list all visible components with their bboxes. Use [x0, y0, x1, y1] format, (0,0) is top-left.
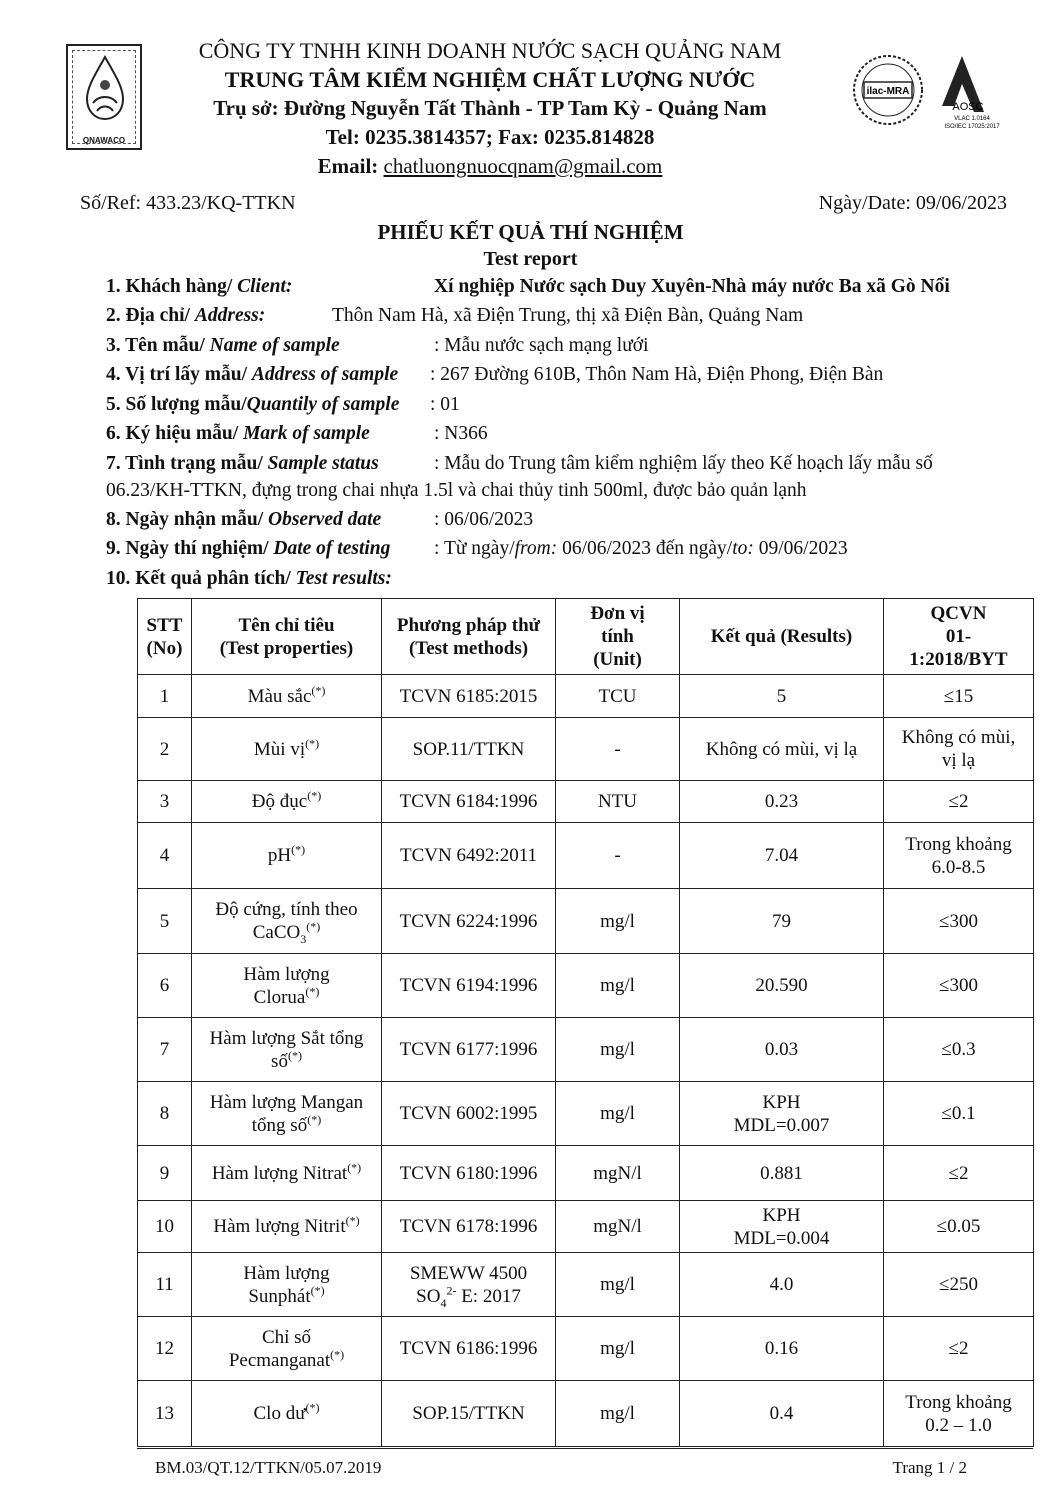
aosc-text: AOSC	[952, 101, 984, 113]
table-row: 3 Độ đục(*) TCVN 6184:1996 NTU 0.23 ≤2	[138, 781, 1034, 823]
info-sample-name: 3. Tên mẫu/ Name of sample : Mẫu nước sạch mạng lưới	[106, 335, 649, 356]
table-row: 8 Hàm lượng Mangan tổng số(*) TCVN 6002:1995 mg/l KPH MDL=0.007 ≤0.1	[138, 1082, 1034, 1146]
table-row: 11 Hàm lượng Sunphát(*) SMEWW 4500 $SO_4^{2-}$ E: 2017 mg/l 4.0 ≤250	[138, 1253, 1034, 1317]
table-row: 5 Độ cứng, tính theo CaCO$_3$(*) TCVN 6224:1996 mg/l 79 ≤300	[138, 889, 1034, 954]
header-property: Tên chỉ tiêu (Test properties)	[192, 599, 382, 675]
status-value: : Mẫu do Trung tâm kiểm nghiệm lấy theo Kế hoạch lấy mẫu số	[434, 453, 933, 474]
ilac-text: ilac-MRA	[866, 86, 910, 97]
info-address: 2. Địa chỉ/ Address: Thôn Nam Hà, xã Điện Trung, thị xã Điện Bàn, Quảng Nam	[106, 305, 804, 326]
quantity-value: : 01	[430, 394, 460, 415]
table-row: 4 pH(*) TCVN 6492:2011 - 7.04 Trong khoảng 6.0-8.5	[138, 823, 1034, 889]
info-testing-date: 9. Ngày thí nghiệm/ Date of testing : Từ ngày/from: 06/06/2023 đến ngày/to: 09/06/2023	[106, 538, 848, 559]
letterhead	[150, 36, 830, 181]
email-label: Email:	[317, 154, 384, 178]
client-label: 1. Khách hàng/	[106, 276, 238, 297]
address-value: Thôn Nam Hà, xã Điện Trung, thị xã Điện Bàn, Quảng Nam	[332, 305, 804, 326]
info-sample-location: 4. Vị trí lấy mẫu/ Address of sample : 267 Đường 610B, Thôn Nam Hà, Điện Phong, Điện Bàn	[106, 364, 884, 385]
header-unit: Đơn vị tính (Unit)	[556, 599, 680, 675]
table-row: 7 Hàm lượng Sắt tổng số(*) TCVN 6177:1996 mg/l 0.03 ≤0.3	[138, 1018, 1034, 1082]
reference-number: Số/Ref: 433.23/KQ-TTKN	[80, 192, 296, 214]
logo-text: QNAWACO	[82, 136, 126, 145]
email-link[interactable]: chatluongnuocqnam@gmail.com	[383, 154, 663, 178]
table-row: 6 Hàm lượng Clorua(*) TCVN 6194:1996 mg/l 20.590 ≤300	[138, 954, 1034, 1018]
vilac-text: VLAC 1.0164	[954, 116, 990, 122]
header-stt: STT (No)	[138, 599, 192, 675]
mark-value: : N366	[434, 423, 488, 444]
table-row: 9 Hàm lượng Nitrat(*) TCVN 6180:1996 mgN/l 0.881 ≤2	[138, 1146, 1034, 1201]
info-status-cont	[106, 480, 807, 502]
water-drop-icon	[73, 51, 137, 131]
iso-text: ISO/IEC 17025:2017	[944, 124, 1000, 130]
company-name: CÔNG TY TNHH KINH DOANH NƯỚC SẠCH QUẢNG NAM	[198, 38, 782, 63]
company-email-line	[150, 152, 830, 181]
page-number: Trang 1 / 2	[892, 1458, 967, 1477]
info-results-heading: 10. Kết quả phân tích/ Test results:	[106, 568, 392, 589]
company-address: Trụ sở: Đường Nguyễn Tất Thành - TP Tam Kỳ - Quảng Nam	[213, 96, 767, 120]
table-row: 2 Mùi vị(*) SOP.11/TTKN - Không có mùi, vị lạ Không có mùi, vị lạ	[138, 718, 1034, 781]
info-received-date: 8. Ngày nhận mẫu/ Observed date : 06/06/2023	[106, 509, 534, 530]
table-row: 12 Chỉ số Pecmanganat(*) TCVN 6186:1996 mg/l 0.16 ≤2	[138, 1317, 1034, 1381]
header-qcvn: QCVN 01- 1:2018/BYT	[884, 599, 1034, 675]
table-row: 1 Màu sắc(*) TCVN 6185:2015 TCU 5 ≤15	[138, 675, 1034, 718]
table-row: 13 Clo dư(*) SOP.15/TTKN mg/l 0.4 Trong khoảng 0.2 – 1.0	[138, 1381, 1034, 1447]
footer-divider	[137, 1448, 1033, 1449]
table-row: 10 Hàm lượng Nitrit(*) TCVN 6178:1996 mgN/l KPH MDL=0.004 ≤0.05	[138, 1201, 1034, 1253]
info-client: 1. Khách hàng/ Client: Xí nghiệp Nước sạch Duy Xuyên-Nhà máy nước Ba xã Gò Nổi	[106, 276, 950, 297]
report-title: PHIẾU KẾT QUẢ THÍ NGHIỆM	[377, 220, 684, 244]
form-code: BM.03/QT.12/TTKN/05.07.2019	[155, 1458, 382, 1477]
info-quantity: 5. Số lượng mẫu/Quantily of sample : 01	[106, 394, 460, 415]
client-value: Xí nghiệp Nước sạch Duy Xuyên-Nhà máy nước Ba xã Gò Nổi	[434, 276, 950, 297]
center-name: TRUNG TÂM KIỂM NGHIỆM CHẤT LƯỢNG NƯỚC	[224, 67, 756, 92]
report-subtitle: Test report	[483, 248, 578, 270]
ilac-mra-seal	[854, 56, 922, 124]
info-mark: 6. Ký hiệu mẫu/ Mark of sample : N366	[106, 423, 488, 444]
header-result: Kết quả (Results)	[680, 599, 884, 675]
company-logo	[66, 44, 142, 150]
testing-date-value: : Từ ngày/from: 06/06/2023 đến ngày/to: 09/06/2023	[434, 538, 848, 559]
sample-name-value: : Mẫu nước sạch mạng lưới	[434, 335, 649, 356]
report-date: Ngày/Date: 09/06/2023	[818, 192, 1007, 214]
received-date-value: : 06/06/2023	[434, 509, 534, 530]
accreditation-marks	[850, 50, 1020, 130]
company-phone: Tel: 0235.3814357; Fax: 0235.814828	[325, 125, 655, 149]
header-method: Phương pháp thử (Test methods)	[382, 599, 556, 675]
sample-location-value: : 267 Đường 610B, Thôn Nam Hà, Điện Phong, Điện Bàn	[430, 364, 884, 385]
table-header-row	[138, 599, 1034, 675]
info-status: 7. Tình trạng mẫu/ Sample status : Mẫu do Trung tâm kiểm nghiệm lấy theo Kế hoạch lấy mẫu số	[106, 453, 933, 474]
status-value-cont: 06.23/KH-TTKN, đựng trong chai nhựa 1.5l và chai thủy tinh 500ml, được bảo quản lạnh	[106, 480, 807, 501]
aosc-seal	[942, 56, 1000, 130]
results-table	[137, 598, 1034, 1447]
